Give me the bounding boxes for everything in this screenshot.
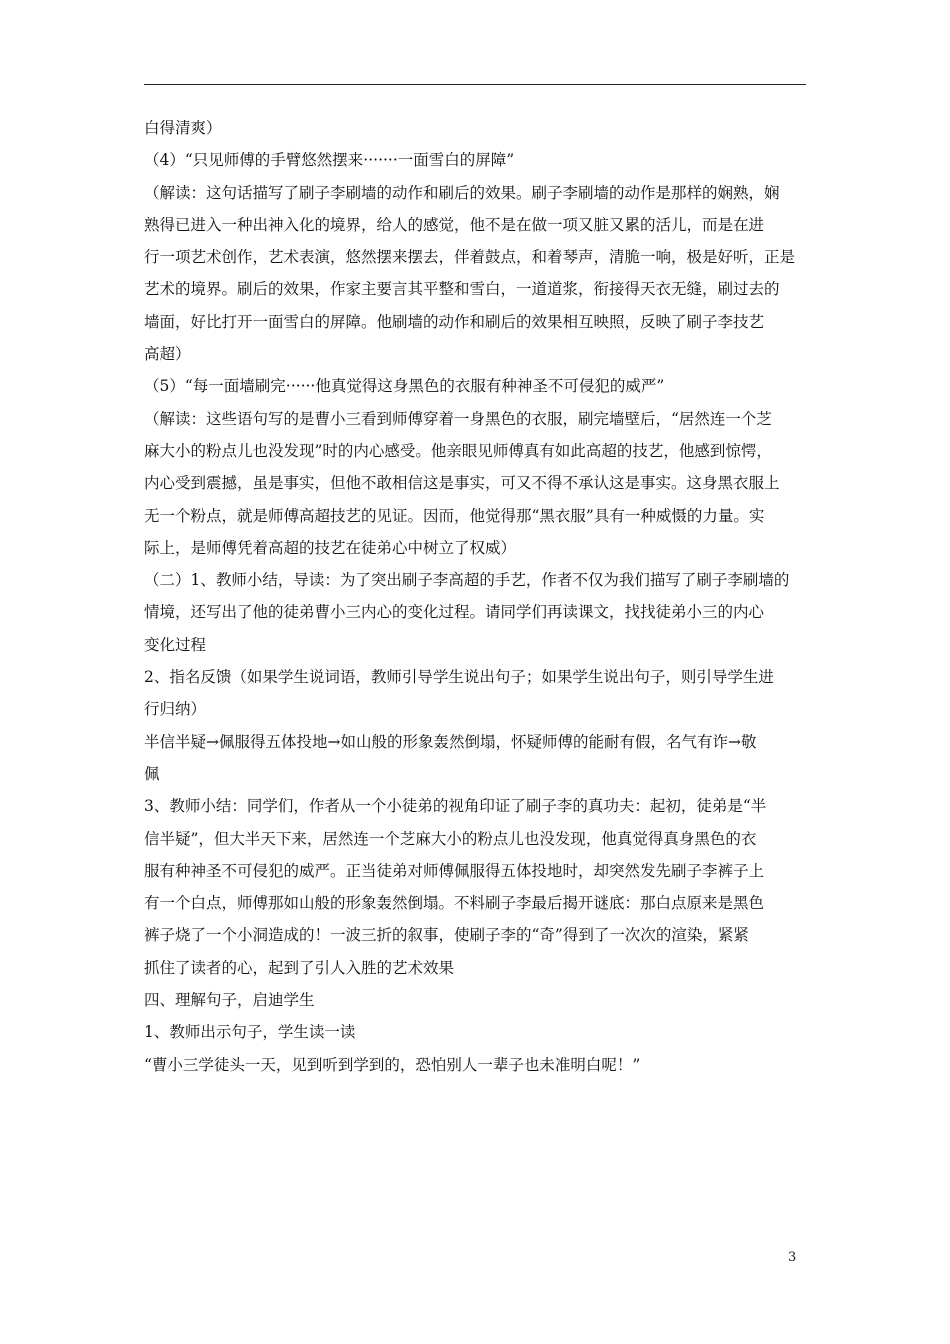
text-line: 麻大小的粉点儿也没发现”时的内心感受。他亲眼见师傅真有如此高超的技艺，他感到惊愕， [144, 441, 772, 460]
text-line: 服有种神圣不可侵犯的威严。正当徒弟对师傅佩服得五体投地时，却突然发先刷子李裤子上 [144, 861, 765, 880]
text-line: （4）“只见师傅的手臂悠然摆来·······一面雪白的屏障” [144, 151, 515, 170]
text-line: 无一个粉点，就是师傅高超技艺的见证。因而，他觉得那“黑衣服”具有一种威慑的力量。实 [144, 506, 765, 525]
text-line: 2、指名反馈（如果学生说词语，教师引导学生说出句子；如果学生说出句子，则引导学生进 [144, 668, 774, 687]
text-line: 情境，还写出了他的徒弟曹小三内心的变化过程。请同学们再读课文，找找徒弟小三的内心 [144, 603, 765, 622]
text-line: 有一个白点，师傅那如山般的形象轰然倒塌。不料刷子李最后揭开谜底：那白点原来是黑色 [144, 894, 765, 913]
text-line: 1、教师出示句子，学生读一读 [144, 1023, 356, 1042]
text-line: 半信半疑→佩服得五体投地→如山般的形象轰然倒塌，怀疑师傅的能耐有假，名气有诈→敬 [144, 732, 757, 751]
text-line: 四、理解句子，启迪学生 [144, 991, 315, 1010]
text-line: 行归纳） [144, 700, 207, 719]
text-line: 行一项艺术创作，艺术表演，悠然摆来摆去，伴着鼓点，和着琴声，清脆一响，极是好听，正是 [144, 248, 796, 267]
text-line: 佩 [144, 764, 160, 783]
text-line: 变化过程 [144, 635, 207, 654]
document-body [144, 112, 808, 1081]
text-line: 抓住了读者的心，起到了引人入胜的艺术效果 [144, 958, 455, 977]
text-line: 熟得已进入一种出神入化的境界，给人的感觉，他不是在做一项又脏又累的活儿，而是在进 [144, 215, 765, 234]
text-line: 内心受到震撼，虽是事实，但他不敢相信这是事实，可又不得不承认这是事实。这身黑衣服上 [144, 474, 780, 493]
text-line: （5）“每一面墙刷完······他真觉得这身黑色的衣服有种神圣不可侵犯的威严” [144, 377, 665, 396]
text-line: 裤子烧了一个小洞造成的！一波三折的叙事，使刷子李的“奇”得到了一次次的渲染，紧紧 [144, 926, 749, 945]
text-line: 高超） [144, 345, 191, 364]
page-number: 3 [788, 1250, 797, 1265]
header-rule [144, 84, 806, 85]
text-line: 艺术的境界。刷后的效果，作家主要言其平整和雪白，一道道浆，衔接得天衣无缝，刷过去的 [144, 280, 780, 299]
text-line: 白得清爽） [144, 119, 222, 137]
text-line: （解读：这句话描写了刷子李刷墙的动作和刷后的效果。刷子李刷墙的动作是那样的娴熟，娴 [144, 183, 780, 202]
text-line: “曹小三学徒头一天，见到听到学到的，恐怕别人一辈子也未准明白呢！” [144, 1055, 641, 1074]
text-line: 际上，是师傅凭着高超的技艺在徒弟心中树立了权威） [144, 538, 517, 557]
text-line: 3、教师小结：同学们，作者从一个小徒弟的视角印证了刷子李的真功夫：起初，徒弟是“半 [144, 797, 767, 816]
text-line: 信半疑”，但大半天下来，居然连一个芝麻大小的粉点儿也没发现，他真觉得真身黑色的衣 [144, 829, 757, 848]
text-line: 墙面，好比打开一面雪白的屏障。他刷墙的动作和刷后的效果相互映照，反映了刷子李技艺 [144, 312, 765, 331]
text-line: （二）1、教师小结，导读：为了突出刷子李高超的手艺，作者不仅为我们描写了刷子李刷墙的 [144, 571, 790, 590]
text-line: （解读：这些语句写的是曹小三看到师傅穿着一身黑色的衣服，刷完墙壁后，“居然连一个芝 [144, 409, 772, 428]
